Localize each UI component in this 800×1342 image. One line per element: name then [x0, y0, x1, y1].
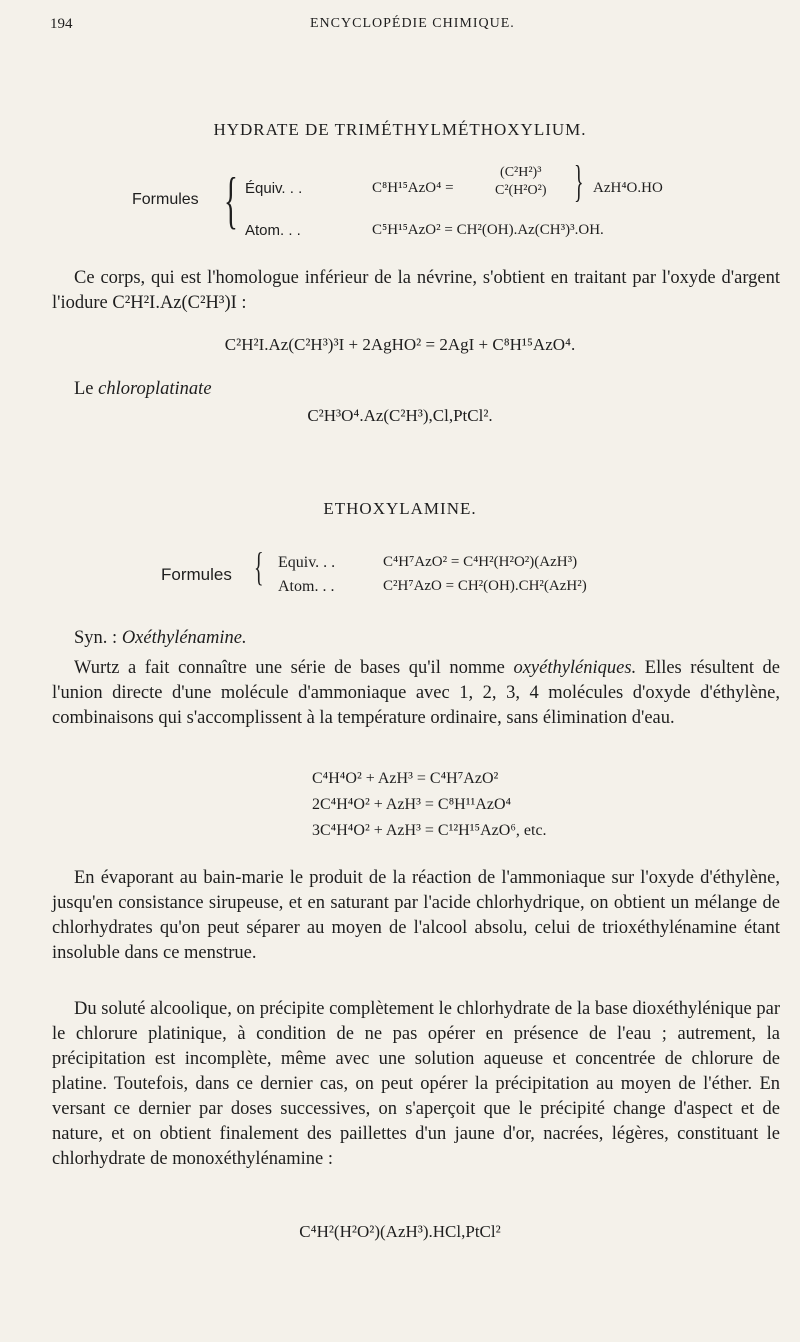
wurtz-text-a: Wurtz a fait connaître une série de bases qu'il nomme: [74, 658, 505, 678]
paragraph-solute-text: Du soluté alcoolique, on précipite complètement le chlorhydrate de la base dioxéthylénique par le chlorure platinique, à condition de ne pas opérer en présence de l'eau ; autrement, la précipitation est incomplète, même avec une solution aqueuse et concentrée de chlorure de platine. Toutefois, dans ce dernier cas, on peut opérer la précipitation au moyen de l'éther. En versant ce dernier par doses successives, on s'aperçoit que le précipité change d'aspect et de nature, et on obtient finalement des paillettes d'un jaune d'or, nacrées, légères, constituant le chlorhydrate de monoxéthylénamine :: [52, 999, 780, 1169]
equiv-label: Équiv. . .: [245, 180, 303, 197]
running-title: ENCYCLOPÉDIE CHIMIQUE.: [310, 16, 515, 31]
equiv-rhs: AzH⁴O.HO: [593, 180, 663, 196]
formulas-brace: {: [224, 164, 238, 235]
paragraph-hydrate-text: Ce corps, qui est l'homologue inférieur de la névrine, s'obtient en traitant par l'oxyde d'argent l'iodure C²H²I.Az(C²H³)I :: [52, 268, 780, 313]
equiv-label-2: Equiv. . .: [278, 554, 336, 571]
paragraph-solute: [52, 997, 780, 1172]
section-title-ethoxylamine: ETHOXYLAMINE.: [323, 499, 477, 518]
syn-value: Oxéthylénamine.: [121, 628, 247, 648]
paragraph-evaporation: [52, 866, 780, 966]
final-formula: C⁴H²(H²O²)(AzH³).HCl,PtCl²: [299, 1222, 501, 1241]
equiv-closing-brace: }: [574, 157, 584, 206]
atom-formula: C⁵H¹⁵AzO² = CH²(OH).Az(CH³)³.OH.: [372, 222, 604, 238]
equation-3: 3C⁴H⁴O² + AzH³ = C¹²H¹⁵AzO⁶, etc.: [312, 822, 547, 839]
chloro-prefix: Le: [74, 379, 94, 399]
chloroplatinate-line: [74, 379, 212, 400]
paragraph-wurtz: [52, 656, 780, 731]
equiv-frac-top: (C²H²)³: [500, 165, 542, 180]
atom-formula-2: C²H⁷AzO = CH²(OH).CH²(AzH²): [383, 578, 587, 594]
paragraph-hydrate: [52, 266, 780, 316]
reaction-equation: C²H²I.Az(C²H³)³I + 2AgHO² = 2AgI + C⁸H¹⁵AzO⁴.: [224, 335, 576, 354]
formulas-label-2: Formules: [161, 565, 232, 584]
paragraph-evaporation-text: En évaporant au bain-marie le produit de la réaction de l'ammoniaque sur l'oxyde d'éthylène, jusqu'en consistance sirupeuse, et en saturant par l'acide chlorhydrique, on obtient un mélange de chlorhydrates qu'on peut séparer au moyen de l'alcool absolu, celui de trioxéthylénamine étant insoluble dans ce menstrue.: [52, 868, 780, 963]
chloroplatinate-formula: C²H³O⁴.Az(C²H³),Cl,PtCl².: [307, 406, 493, 425]
equiv-frac-bottom: C²(H²O²): [495, 183, 547, 198]
chloro-word: chloroplatinate: [98, 379, 212, 399]
formulas-brace-2: {: [254, 544, 264, 589]
formulas-label: Formules: [132, 191, 199, 208]
equiv-lhs: C⁸H¹⁵AzO⁴ =: [372, 180, 454, 196]
synonym-line: [74, 628, 247, 649]
wurtz-text-b: Elles résultent de l'union directe d'une molécule d'ammoniaque avec 1, 2, 3, 4 molécules d'oxyde d'éthylène, combinaisons qui s'accomplissent à la température ordinaire, sans élimination d'eau.: [52, 658, 781, 728]
syn-label: Syn. :: [74, 628, 118, 648]
equiv-fraction: [495, 164, 546, 200]
equiv-formula-2: C⁴H⁷AzO² = C⁴H²(H²O²)(AzH³): [383, 554, 578, 570]
section-title-hydrate: HYDRATE DE TRIMÉTHYLMÉTHOXYLIUM.: [213, 120, 587, 139]
equation-1: C⁴H⁴O² + AzH³ = C⁴H⁷AzO²: [312, 770, 499, 787]
page-number: 194: [50, 16, 73, 32]
paragraph-wurtz-text: [52, 656, 780, 731]
wurtz-text-em: oxyéthyléniques.: [513, 658, 637, 678]
atom-label-2: Atom. . .: [278, 578, 335, 595]
atom-label: Atom. . .: [245, 222, 301, 239]
equation-2: 2C⁴H⁴O² + AzH³ = C⁸H¹¹AzO⁴: [312, 796, 512, 813]
